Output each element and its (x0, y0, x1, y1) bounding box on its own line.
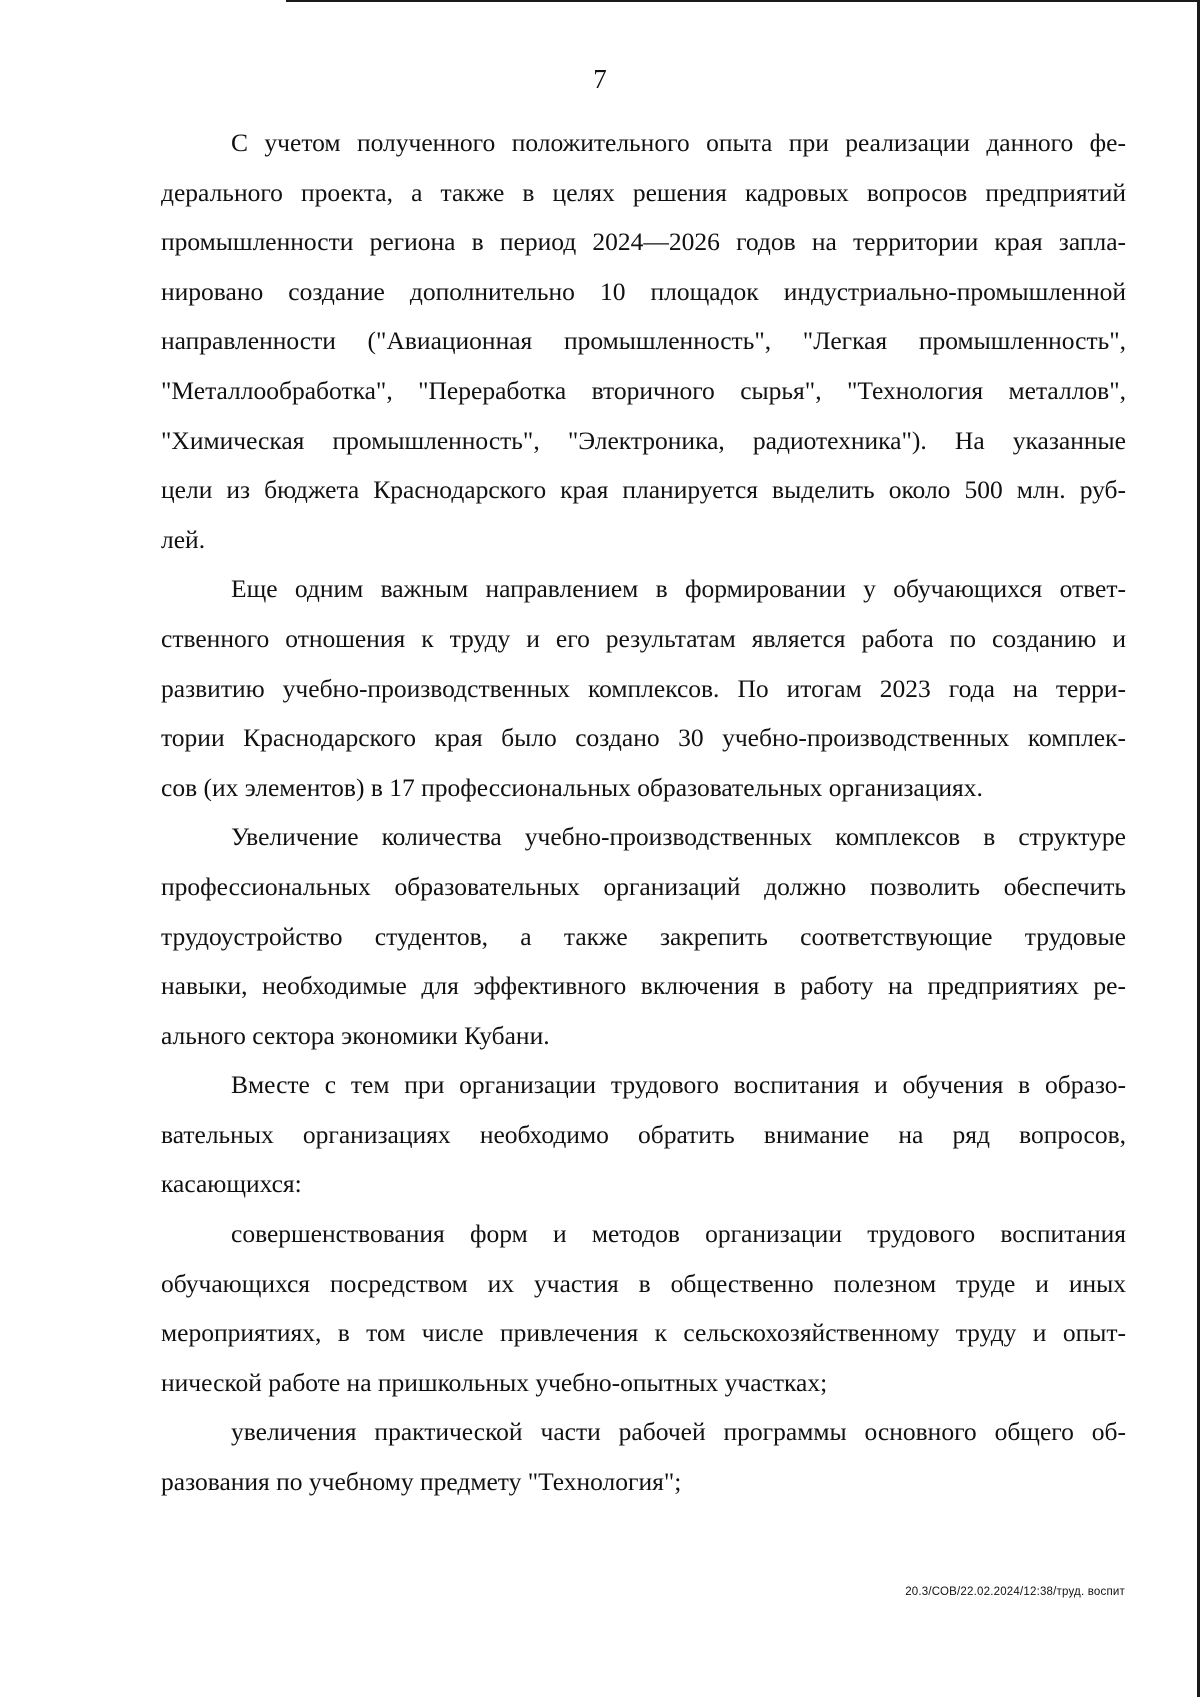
paragraph (161, 812, 1126, 1060)
paragraph (161, 564, 1126, 812)
paragraph (161, 1209, 1126, 1407)
text-line: трудоустройство студентов, а также закрепить соответствующие трудовые (161, 921, 1126, 951)
text-line: лей. (161, 524, 206, 554)
text-line: развитию учебно-производственных комплексов. По итогам 2023 года на терри- (161, 673, 1126, 703)
scan-border-top (286, 0, 1200, 2)
text-line: дерального проекта, а также в целях решения кадровых вопросов предприятий (161, 177, 1126, 207)
text-line: ального сектора экономики Кубани. (161, 1020, 550, 1050)
text-line: профессиональных образовательных организаций должно позволить обеспечить (161, 871, 1126, 901)
text-line: разования по учебному предмету "Технология"; (161, 1467, 682, 1497)
paragraph (161, 118, 1126, 564)
text-line: сов (их элементов) в 17 профессиональных образовательных организациях. (161, 772, 983, 802)
text-line: "Металлообработка", "Переработка вторичного сырья", "Технология металлов", (161, 375, 1126, 405)
text-line: навыки, необходимые для эффективного включения в работу на предприятиях ре- (161, 971, 1126, 1001)
text-line: Увеличение количества учебно-производственных комплексов в структуре (231, 822, 1126, 852)
text-line: направленности ("Авиационная промышленность", "Легкая промышленность", (161, 326, 1126, 356)
text-line: Еще одним важным направлением в формировании у обучающихся ответ- (231, 574, 1126, 604)
page-number: 7 (593, 64, 607, 94)
document-body (161, 118, 1126, 1507)
text-line: вательных организациях необходимо обратить внимание на ряд вопросов, (161, 1119, 1126, 1149)
text-line: обучающихся посредством их участия в общественно полезном труде и иных (161, 1268, 1126, 1298)
text-line: совершенствования форм и методов организации трудового воспитания (231, 1219, 1126, 1249)
paragraph (161, 1407, 1126, 1506)
text-line: нической работе на пришкольных учебно-опытных участках; (161, 1367, 828, 1397)
document-registration-code: 20.3/СОВ/22.02.2024/12:38/труд. воспит (905, 1586, 1125, 1598)
text-line: увеличения практической части рабочей программы основного общего об- (231, 1417, 1126, 1447)
text-line: касающихся: (161, 1169, 302, 1199)
text-line: Вместе с тем при организации трудового воспитания и обучения в образо- (231, 1070, 1126, 1100)
text-line: ственного отношения к труду и его результатам является работа по созданию и (161, 623, 1126, 653)
text-line: тории Краснодарского края было создано 30 учебно-производственных комплек- (161, 723, 1126, 753)
text-line: "Химическая промышленность", "Электроника, радиотехника"). На указанные (161, 425, 1126, 455)
paragraph (161, 1060, 1126, 1209)
text-line: С учетом полученного положительного опыта при реализации данного фе- (231, 128, 1126, 157)
text-line: мероприятиях, в том числе привлечения к сельскохозяйственному труду и опыт- (161, 1318, 1126, 1348)
text-line: нировано создание дополнительно 10 площадок индустриально-промышленной (161, 276, 1126, 306)
text-line: цели из бюджета Краснодарского края планируется выделить около 500 млн. руб- (161, 475, 1126, 505)
text-line: промышленности региона в период 2024—2026 годов на территории края запла- (161, 227, 1126, 257)
